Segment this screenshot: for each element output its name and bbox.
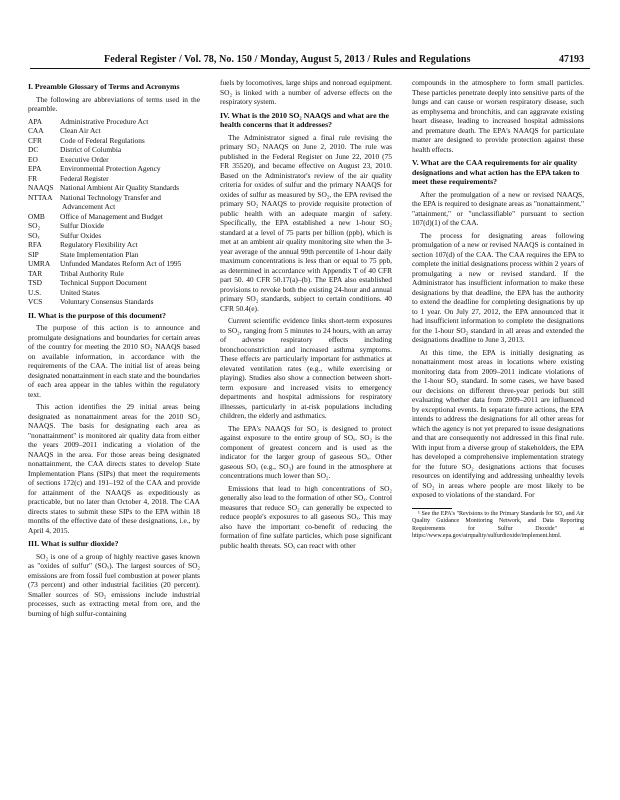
paragraph: compounds in the atmosphere to form small particles. These particles penetrate deeply into sensitive parts of the lungs and can cause or worsen respiratory disease, such as emphysema and bronchitis, and can aggravate existing heart disease, leading to increased hospital admissions and premature death. The EPA's NAAQS for particulate matter are designed to provide protection against these health effects. xyxy=(412,78,584,154)
abbreviation: RFA xyxy=(28,240,42,249)
column-3 xyxy=(412,78,584,544)
abbreviation-entry xyxy=(28,278,200,288)
footnote-divider xyxy=(412,508,452,509)
paragraph: This action identifies the 29 initial areas being designated as nonattainment areas for the 2010 SO₂ NAAQS. The basis for designating each area as "nonattainment" is monitored air quality data from either the years 2009–2011 indicating a violation of the NAAQS in the area. For those areas being designated nonattainment, the CAA directs states to develop State Implementation Plans (SIPs) that meet the requirements of sections 172(c) and 191–192 of the CAA and provide for attainment of the NAAQS as expeditiously as practicable, but no later than October 4, 2018. The CAA directs states to submit these SIPs to the EPA within 18 months of the effective date of these designations, i.e., by April 4, 2015. xyxy=(28,402,200,535)
abbreviation-entry xyxy=(28,259,200,269)
abbreviation-term: Voluntary Consensus Standards xyxy=(60,297,154,306)
abbreviation-entry xyxy=(28,250,200,260)
section-heading-glossary: I. Preamble Glossary of Terms and Acronyms xyxy=(28,82,180,91)
abbreviation-entry xyxy=(28,288,200,298)
abbreviation-entry xyxy=(28,136,200,146)
abbreviation: OMB xyxy=(28,211,45,221)
abbreviation-entry xyxy=(28,145,200,155)
paragraph: The process for designating areas following promulgation of a new or revised NAAQS is contained in section 107(d) of the CAA. The CAA requires the EPA to complete the initial designations process within 2 years of promulgating a new or revised standard. If the Administrator has insufficient information to make these designations by that deadline, the EPA has the authority to extend the deadline for completing designations by up to 1 year. On July 27, 2012, the EPA announced that it had insufficient information to complete the designations for the 1-hour SO₂ standard in all areas and extended the designations deadline to June 3, 2013. xyxy=(412,230,584,344)
abbreviation: SO₂ xyxy=(28,221,41,230)
paragraph: At this time, the EPA is initially designating as nonattainment most areas in locations where existing monitoring data from 2009–2011 indicate violations of the 1-hour SO₂ standard. In some cases, we have based our decisions on different three-year periods but still evaluating whether data from 2009–2011 are influenced by exceptional events. In separate future actions, the EPA intends to address the designations for all other areas for which the agency is not yet prepared to issue designations and that are consequently not addressed in this final rule. With input from a diverse group of stakeholders, the EPA has developed a comprehensive implementation strategy for the future SO₂ designations actions that focuses resources on identifying and addressing unhealthy levels of SO₂ in areas where people are most likely to be exposed to violations of the standard. For xyxy=(412,347,584,499)
abbreviation-term: National Technology Transfer and Advancement Act xyxy=(60,192,161,211)
abbreviation: VCS xyxy=(28,297,43,306)
abbreviation: APA xyxy=(28,116,43,126)
abbreviation-term: Federal Register xyxy=(60,173,109,183)
abbreviation-term: Technical Support Document xyxy=(60,278,147,287)
abbreviation-term: Sulfur Oxides xyxy=(60,230,102,240)
abbreviation: SIP xyxy=(28,249,39,259)
abbreviation-term: Executive Order xyxy=(60,154,109,164)
abbreviation: TSD xyxy=(28,278,42,287)
abbreviation: U.S. xyxy=(28,287,42,297)
paragraph: Emissions that lead to high concentrations of SO₂ generally also lead to the formation of other SOₓ. Control measures that reduce SO₂ can generally be expected to reduce people's exposures to all gaseous SOₓ. This may also have the important co-benefit of reducing the formation of fine sulfate particles, which pose significant public health threats. SOₓ can react with other xyxy=(220,483,392,550)
page-header xyxy=(30,52,590,69)
abbreviation-entry xyxy=(28,155,200,165)
paragraph: SO₂ is one of a group of highly reactive gases known as "oxides of sulfur" (SOₓ). The largest sources of SO₂ emissions are from fossil fuel combustion at power plants (73 percent) and other industrial facilities (20 percent). Smaller sources of SO₂ emissions include industrial processes, such as extracting metal from ore, and the burning of high sulfur-containing xyxy=(28,551,200,618)
abbreviation-term: Administrative Procedure Act xyxy=(60,116,149,126)
abbreviation-term: Sulfur Dioxide xyxy=(60,221,105,230)
abbreviation: DC xyxy=(28,145,39,154)
abbreviation-entry xyxy=(28,212,200,222)
footnote: ¹ See the EPA's "Revisions to the Primary Standards for SO₂ and Air Quality Guidance Monitoring Network, and Data Reporting Requirements for Sulfur Dioxide" at https://www.epa.gov/airquality/sulfurdioxide/implement.html. xyxy=(412,510,584,540)
abbreviation-term: National Ambient Air Quality Standards xyxy=(60,183,180,192)
abbreviation-entry xyxy=(28,269,200,279)
paragraph: Current scientific evidence links short-term exposures to SO₂, ranging from 5 minutes to 24 hours, with an array of adverse respiratory effects including bronchoconstriction and increased asthma symptoms. These effects are particularly important for asthmatics at elevated ventilation rates (e.g., while exercising or playing). Studies also show a connection between short-term exposure and increased visits to emergency departments and hospital admissions for respiratory illnesses, particularly in at-risk populations including children, the elderly and asthmatics. xyxy=(220,316,392,420)
abbreviation-term: United States xyxy=(60,287,100,297)
abbreviation-list xyxy=(28,117,200,307)
abbreviation-term: Tribal Authority Rule xyxy=(60,268,124,278)
abbreviation-entry xyxy=(28,221,200,231)
abbreviation-term: District of Columbia xyxy=(60,145,122,154)
abbreviation-entry xyxy=(28,231,200,241)
abbreviation: EPA xyxy=(28,164,42,173)
abbreviation: NTTAA xyxy=(28,192,53,202)
abbreviation-entry xyxy=(28,193,200,212)
running-head-title: Federal Register / Vol. 78, No. 150 / Monday, August 5, 2013 / Rules and Regulations xyxy=(104,54,471,65)
paragraph: fuels by locomotives, large ships and nonroad equipment. SO₂ is linked with a number of adverse effects on the respiratory system. xyxy=(220,78,392,106)
abbreviation-term: Regulatory Flexibility Act xyxy=(60,240,138,249)
section-heading-purpose: II. What is the purpose of this document? xyxy=(28,310,167,320)
column-1 xyxy=(28,78,200,621)
abbreviation: TAR xyxy=(28,268,43,278)
paragraph: The Administrator signed a final rule revising the primary SO₂ NAAQS on June 2, 2010. The rule was published in the Federal Register on June 22, 2010 (75 FR 35520), and became effective on August 23, 2010. Based on the Administrator's review of the air quality criteria for oxides of sulfur and the primary NAAQS for oxides of sulfur as measured by SO₂, the EPA revised the primary SO₂ NAAQS to provide requisite protection of public health with an adequate margin of safety. Specifically, the EPA established a new 1-hour SO₂ standard at a level of 75 parts per billion (ppb), which is met at an ambient air quality monitoring site when the 3-year average of the annual 99th percentile of 1-hour daily maximum concentrations is less than or equal to 75 ppb, as determined in accordance with Appendix T of 40 CFR part 50. 40 CFR 50.17(a)–(b). The EPA also established provisions to revoke both the existing 24-hour and annual primary SO₂ standards, subject to certain conditions. 40 CFR 50.4(e). xyxy=(220,132,392,313)
abbreviation-term: Clean Air Act xyxy=(60,126,101,135)
paragraph: After the promulgation of a new or revised NAAQS, the EPA is required to designate areas as "nonattainment," "attainment," or "unclassifiable" pursuant to section 107(d)(1) of the CAA. xyxy=(412,189,584,227)
abbreviation-term: State Implementation Plan xyxy=(60,249,139,259)
abbreviation-entry xyxy=(28,164,200,174)
abbreviation-entry xyxy=(28,117,200,127)
abbreviation: UMRA xyxy=(28,259,51,268)
section-heading-sulfur-dioxide: III. What is sulfur dioxide? xyxy=(28,539,119,548)
glossary-intro: The following are abbreviations of terms used in the preamble. xyxy=(28,94,200,113)
abbreviation-entry xyxy=(28,174,200,184)
abbreviation-entry xyxy=(28,297,200,307)
abbreviation-entry xyxy=(28,183,200,193)
abbreviation-entry xyxy=(28,126,200,136)
abbreviation: CAA xyxy=(28,126,44,135)
abbreviation-term: Environmental Protection Agency xyxy=(60,164,161,173)
section-heading-naaqs: IV. What is the 2010 SO₂ NAAQS and what are the health concerns that it addresses? xyxy=(220,110,389,129)
abbreviation: NAAQS xyxy=(28,183,54,192)
abbreviation-term: Office of Management and Budget xyxy=(60,211,163,221)
paragraph: The EPA's NAAQS for SO₂ is designed to protect against exposure to the entire group of SOₓ. SO₂ is the component of greatest concern and is used as the indicator for the larger group of gaseous SOₓ. Other gaseous SOₓ (e.g., SO₃) are found in the atmosphere at concentrations much lower than SO₂. xyxy=(220,423,392,480)
abbreviation: SOₓ xyxy=(28,230,40,240)
page-number: 47193 xyxy=(559,54,584,65)
abbreviation-term: Code of Federal Regulations xyxy=(60,135,145,145)
abbreviation: EO xyxy=(28,154,38,164)
abbreviation: FR xyxy=(28,173,38,183)
paragraph: The purpose of this action is to announce and promulgate designations and boundaries for certain areas of the country for meeting the 2010 SO₂ NAAQS based on available information, in accordance with the requirements of the CAA. The initial list of areas being designated nonattainment in each state and the boundaries of each area appear in the tables within the regulatory text. xyxy=(28,323,200,399)
section-heading-caa-requirements: V. What are the CAA requirements for air quality designations and what action has the EPA taken to meet these requirements? xyxy=(412,158,580,186)
abbreviation-term: Unfunded Mandates Reform Act of 1995 xyxy=(60,259,182,268)
abbreviation-entry xyxy=(28,240,200,250)
column-2 xyxy=(220,78,392,553)
abbreviation: CFR xyxy=(28,135,42,145)
